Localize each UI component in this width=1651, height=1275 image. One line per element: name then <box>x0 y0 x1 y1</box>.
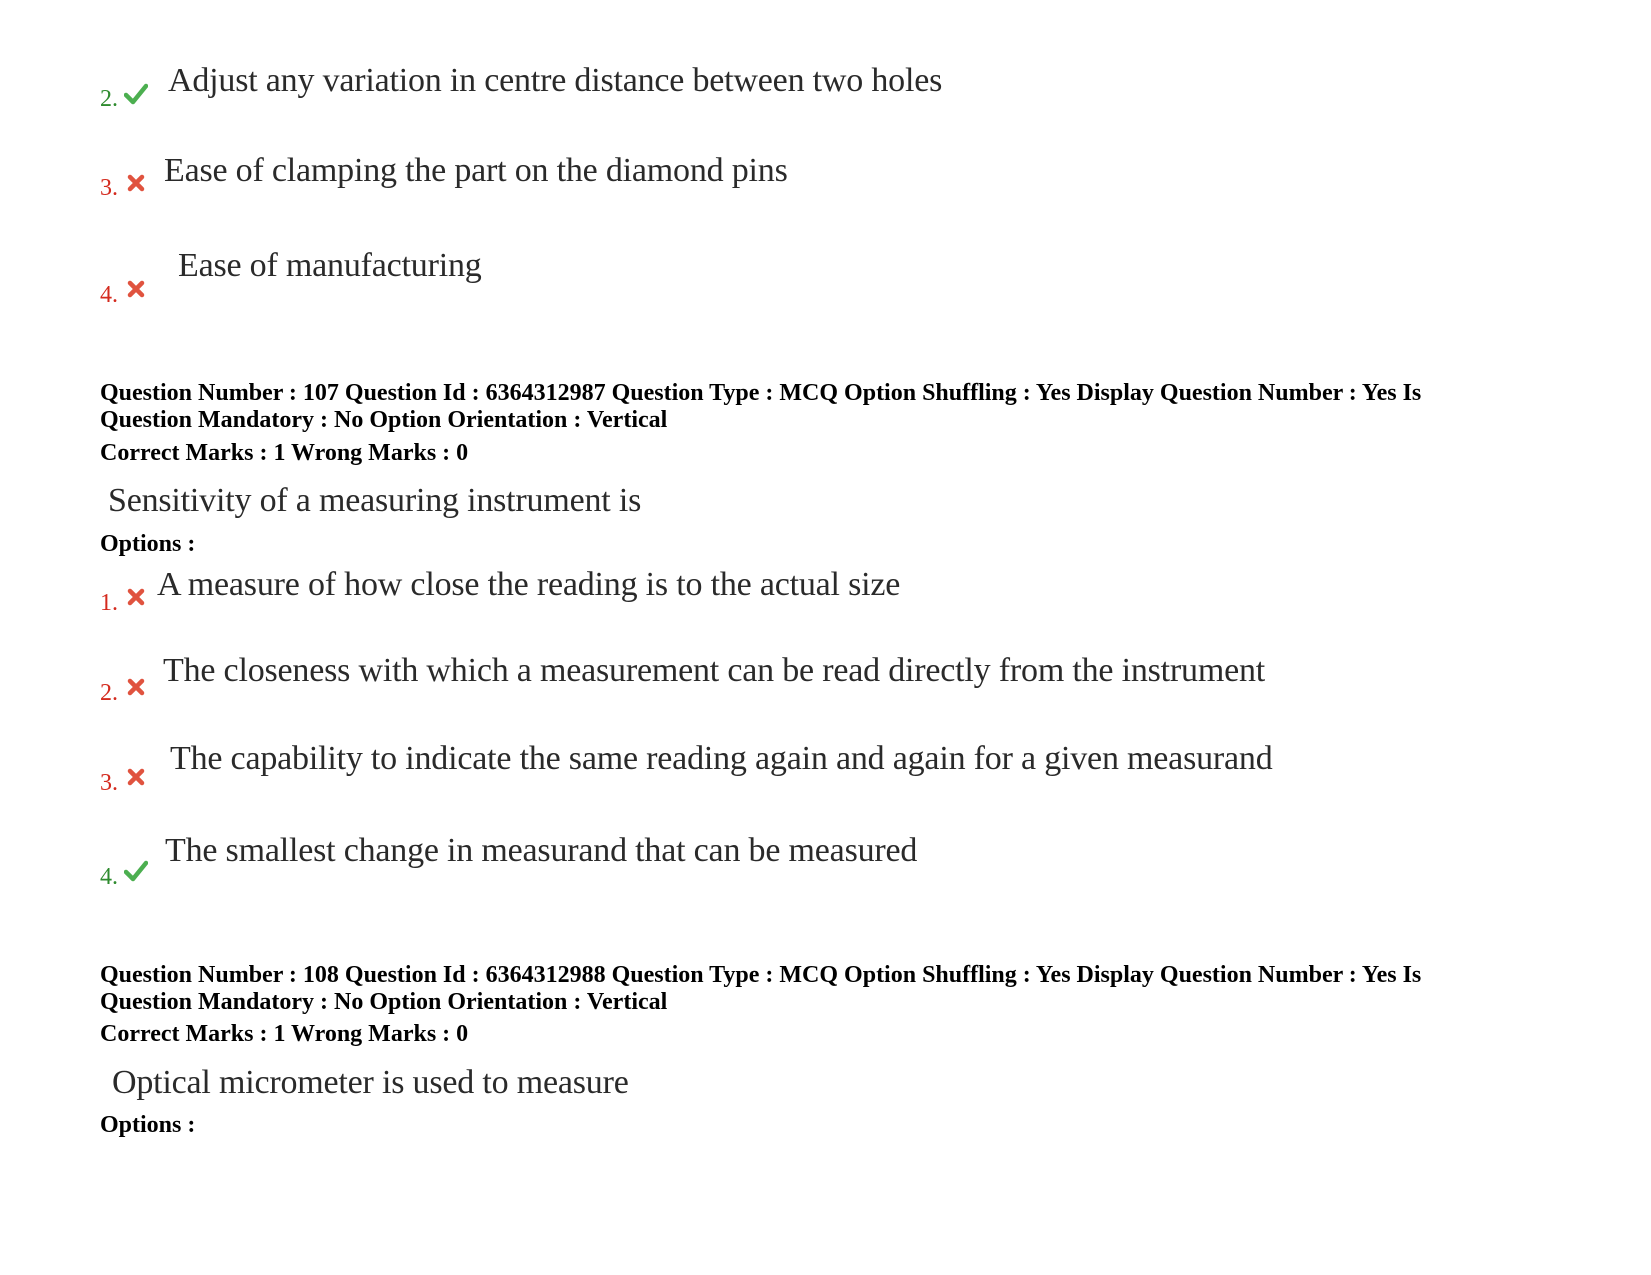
option-text: A measure of how close the reading is to the actual size <box>157 566 901 603</box>
cross-icon <box>124 675 148 699</box>
option-number: 4. <box>100 282 118 308</box>
cross-icon <box>124 585 148 609</box>
cross-icon <box>124 277 148 301</box>
question-text: Optical micrometer is used to measure <box>112 1064 629 1101</box>
option-text: The closeness with which a measurement can be read directly from the instrument <box>163 652 1266 689</box>
option-number: 4. <box>100 864 118 890</box>
check-icon <box>124 82 148 106</box>
cross-icon <box>124 765 148 789</box>
options-label: Options : <box>100 531 196 557</box>
option-number: 1. <box>100 590 118 616</box>
option-number: 3. <box>100 175 118 201</box>
option-number: 2. <box>100 86 118 112</box>
option-text: The capability to indicate the same reading again and again for a given measurand <box>170 740 1273 777</box>
option-number: 3. <box>100 770 118 796</box>
question-meta-line2: Question Mandatory : No Option Orientation : Vertical <box>100 407 668 433</box>
option-number: 2. <box>100 680 118 706</box>
question-marks: Correct Marks : 1 Wrong Marks : 0 <box>100 1021 469 1047</box>
question-meta-line1: Question Number : 107 Question Id : 6364312987 Question Type : MCQ Option Shuffling : Yes Display Question Number : Yes Is <box>100 380 1422 406</box>
check-icon <box>124 859 148 883</box>
option-text: Adjust any variation in centre distance between two holes <box>168 62 943 99</box>
option-text: The smallest change in measurand that can be measured <box>165 832 918 869</box>
question-marks: Correct Marks : 1 Wrong Marks : 0 <box>100 440 469 466</box>
question-meta-line1: Question Number : 108 Question Id : 6364312988 Question Type : MCQ Option Shuffling : Yes Display Question Number : Yes Is <box>100 962 1422 988</box>
option-text: Ease of clamping the part on the diamond pins <box>164 152 788 189</box>
cross-icon <box>124 171 148 195</box>
question-meta-line2: Question Mandatory : No Option Orientation : Vertical <box>100 989 668 1015</box>
question-text: Sensitivity of a measuring instrument is <box>108 482 642 519</box>
option-text: Ease of manufacturing <box>178 247 482 284</box>
options-label: Options : <box>100 1112 196 1138</box>
